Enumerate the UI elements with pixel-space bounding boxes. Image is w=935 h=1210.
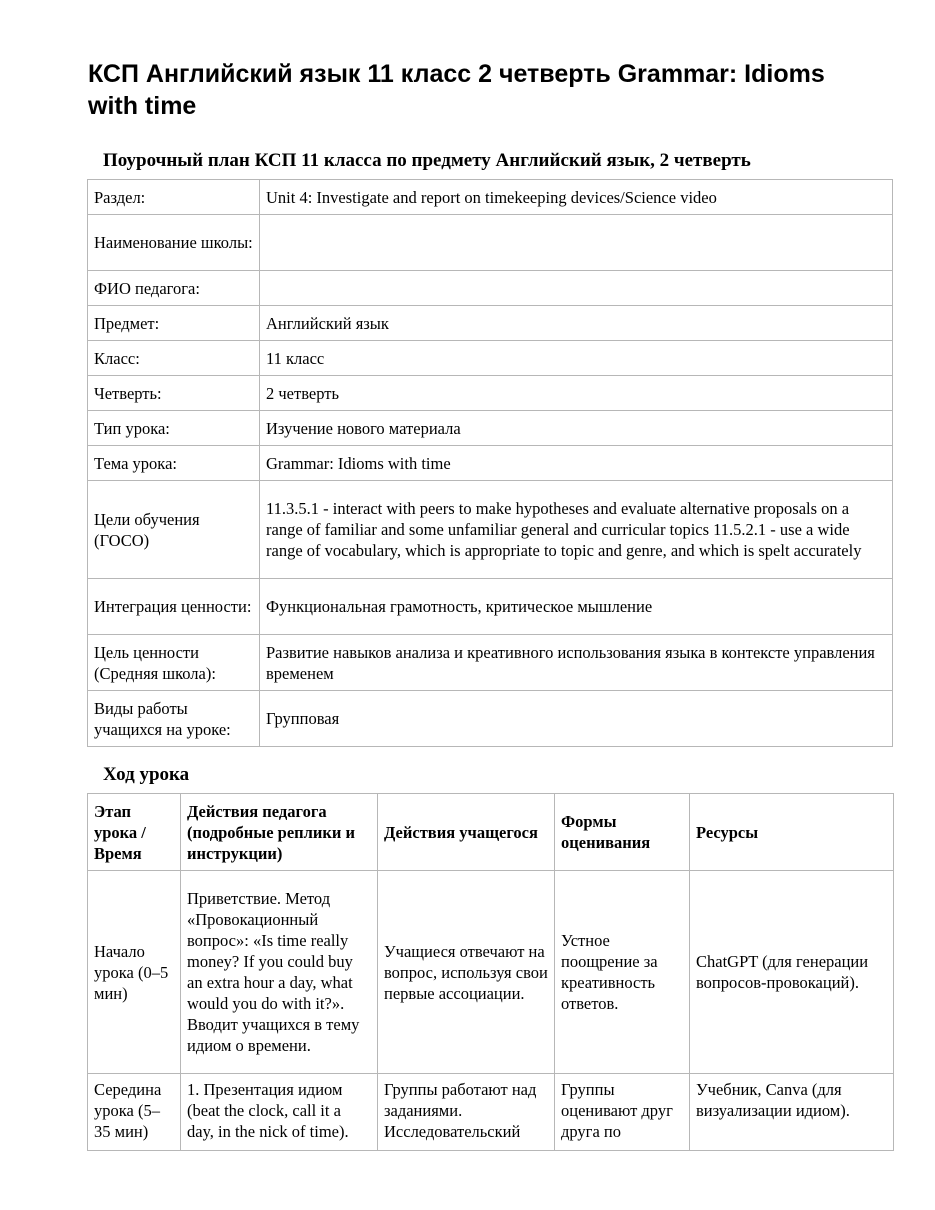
info-key: Цель ценности (Средняя школа): [88,635,260,691]
info-value: 11.3.5.1 - interact with peers to make hypotheses and evaluate alternative proposals on a range of familiar and some unfamiliar general and curricular topics 11.5.2.1 - use a wide range of vocabulary, which is appropriate to topic and genre, and which is spelt accurately [260,481,893,579]
table-row [88,411,893,446]
info-value: Функциональная грамотность, критическое мышление [260,579,893,635]
lesson-flow-heading: Ход урока [103,764,190,785]
table-header-row [88,794,894,871]
info-value: 11 класс [260,341,893,376]
info-value: Групповая [260,691,893,747]
table-row [88,215,893,271]
table-row [88,635,893,691]
document-title: КСП Английский язык 11 класс 2 четверть Grammar: Idioms with time [88,60,825,120]
info-key: Четверть: [88,376,260,411]
column-header: Этап урока / Время [88,794,181,871]
info-key: Интеграция ценности: [88,579,260,635]
student-actions-cell: Учащиеся отвечают на вопрос, используя свои первые ассоциации. [378,871,555,1074]
info-key: Класс: [88,341,260,376]
table-row [88,376,893,411]
table-row [88,871,894,1074]
assessment-cell: Группы оценивают друг друга по [555,1074,690,1151]
info-key: Предмет: [88,306,260,341]
lesson-info-table [87,179,893,747]
teacher-actions-cell: 1. Презентация идиом (beat the clock, call it a day, in the nick of time). [181,1074,378,1151]
info-value: Развитие навыков анализа и креативного использования языка в контексте управления временем [260,635,893,691]
table-row [88,446,893,481]
info-key: Раздел: [88,180,260,215]
assessment-cell: Устное поощрение за креативность ответов. [555,871,690,1074]
info-value: Изучение нового материала [260,411,893,446]
table-row [88,691,893,747]
resources-cell: ChatGPT (для генерации вопросов-провокаций). [690,871,894,1074]
column-header: Ресурсы [690,794,894,871]
info-key: Виды работы учащихся на уроке: [88,691,260,747]
table-row [88,579,893,635]
table-row [88,1074,894,1151]
lesson-flow-table [87,793,894,1151]
info-value [260,271,893,306]
info-key: Тип урока: [88,411,260,446]
stage-cell: Середина урока (5–35 мин) [88,1074,181,1151]
table-row [88,341,893,376]
info-key: Тема урока: [88,446,260,481]
info-value: Grammar: Idioms with time [260,446,893,481]
table-row [88,306,893,341]
table-row [88,180,893,215]
student-actions-cell: Группы работают над заданиями. Исследовательский [378,1074,555,1151]
plan-heading: Поурочный план КСП 11 класса по предмету Английский язык, 2 четверть [103,150,751,171]
table-row [88,481,893,579]
column-header: Формы оценивания [555,794,690,871]
column-header: Действия педагога (подробные реплики и инструкции) [181,794,378,871]
column-header: Действия учащегося [378,794,555,871]
info-key: ФИО педагога: [88,271,260,306]
stage-cell: Начало урока (0–5 мин) [88,871,181,1074]
info-value: Unit 4: Investigate and report on timekeeping devices/Science video [260,180,893,215]
info-value: 2 четверть [260,376,893,411]
info-key: Цели обучения (ГОСО) [88,481,260,579]
table-row [88,271,893,306]
resources-cell: Учебник, Canva (для визуализации идиом). [690,1074,894,1151]
teacher-actions-cell: Приветствие. Метод «Провокационный вопрос»: «Is time really money? If you could buy an extra hour a day, what would you do with it?». Вводит учащихся в тему идиом о времени. [181,871,378,1074]
info-value: Английский язык [260,306,893,341]
info-value [260,215,893,271]
info-key: Наименование школы: [88,215,260,271]
